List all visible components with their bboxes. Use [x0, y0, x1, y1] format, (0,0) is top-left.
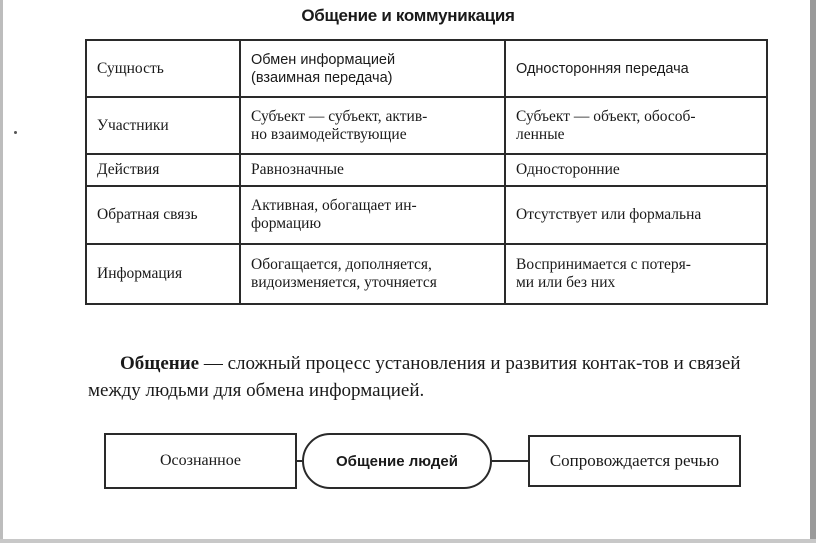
table-cell — [240, 97, 505, 154]
cell-line: ленные — [516, 125, 565, 143]
row-label: Участники — [86, 97, 240, 154]
diagram-box-conscious: Осознанное — [104, 433, 297, 489]
table-cell — [240, 154, 505, 186]
cell-line: Односторонние — [516, 161, 620, 178]
row-label: Информация — [86, 244, 240, 304]
page-title: Общение и коммуникация — [301, 6, 515, 25]
right-border — [810, 0, 816, 543]
definition-paragraph — [88, 350, 778, 404]
cell-line: Обмен информацией — [251, 51, 396, 68]
cell-line: Равнозначные — [251, 161, 344, 178]
scan-speck — [14, 131, 17, 134]
table-cell — [505, 186, 767, 244]
definition-text: — сложный процесс установления и развития контак-тов и связей между людьми для обмена информацией. — [88, 353, 741, 401]
table-cell — [505, 40, 767, 97]
cell-line: ми или без них — [516, 274, 616, 291]
cell-line: Воспринимается с потеря- — [516, 256, 691, 273]
definition-term: Общение — [120, 353, 200, 374]
cell-line: но взаимодействующие — [251, 125, 407, 143]
row-label: Обратная связь — [86, 186, 240, 244]
table-cell — [240, 244, 505, 304]
table-cell — [240, 40, 505, 97]
row-label: Сущность — [86, 40, 240, 97]
bottom-border — [0, 539, 816, 543]
diagram-box-human-communication: Общение людей — [302, 433, 492, 489]
connector-line-left — [297, 460, 302, 462]
table-cell — [505, 244, 767, 304]
table-row — [86, 154, 767, 186]
row-label: Действия — [86, 154, 240, 186]
table-cell — [505, 97, 767, 154]
table-cell — [240, 186, 505, 244]
cell-line: Субъект — субъект, актив- — [251, 107, 428, 125]
connector-line-right — [492, 460, 528, 462]
cell-line: формацию — [251, 215, 322, 232]
left-border — [0, 0, 3, 543]
cell-line: (взаимная передача) — [251, 69, 393, 86]
table-row — [86, 244, 767, 304]
cell-line: видоизменяется, уточняется — [251, 274, 437, 291]
table-row — [86, 97, 767, 154]
table-row — [86, 186, 767, 244]
cell-line: Субъект — объект, обособ- — [516, 107, 696, 125]
table-row — [86, 40, 767, 97]
cell-line: Активная, обогащает ин- — [251, 197, 417, 214]
cell-line: Односторонняя передача — [516, 60, 689, 77]
table-cell — [505, 154, 767, 186]
comparison-table — [85, 39, 768, 305]
cell-line: Обогащается, дополняется, — [251, 256, 432, 273]
cell-line: Отсутствует или формальна — [516, 206, 702, 223]
diagram-box-speech: Сопровождается речью — [528, 435, 741, 487]
